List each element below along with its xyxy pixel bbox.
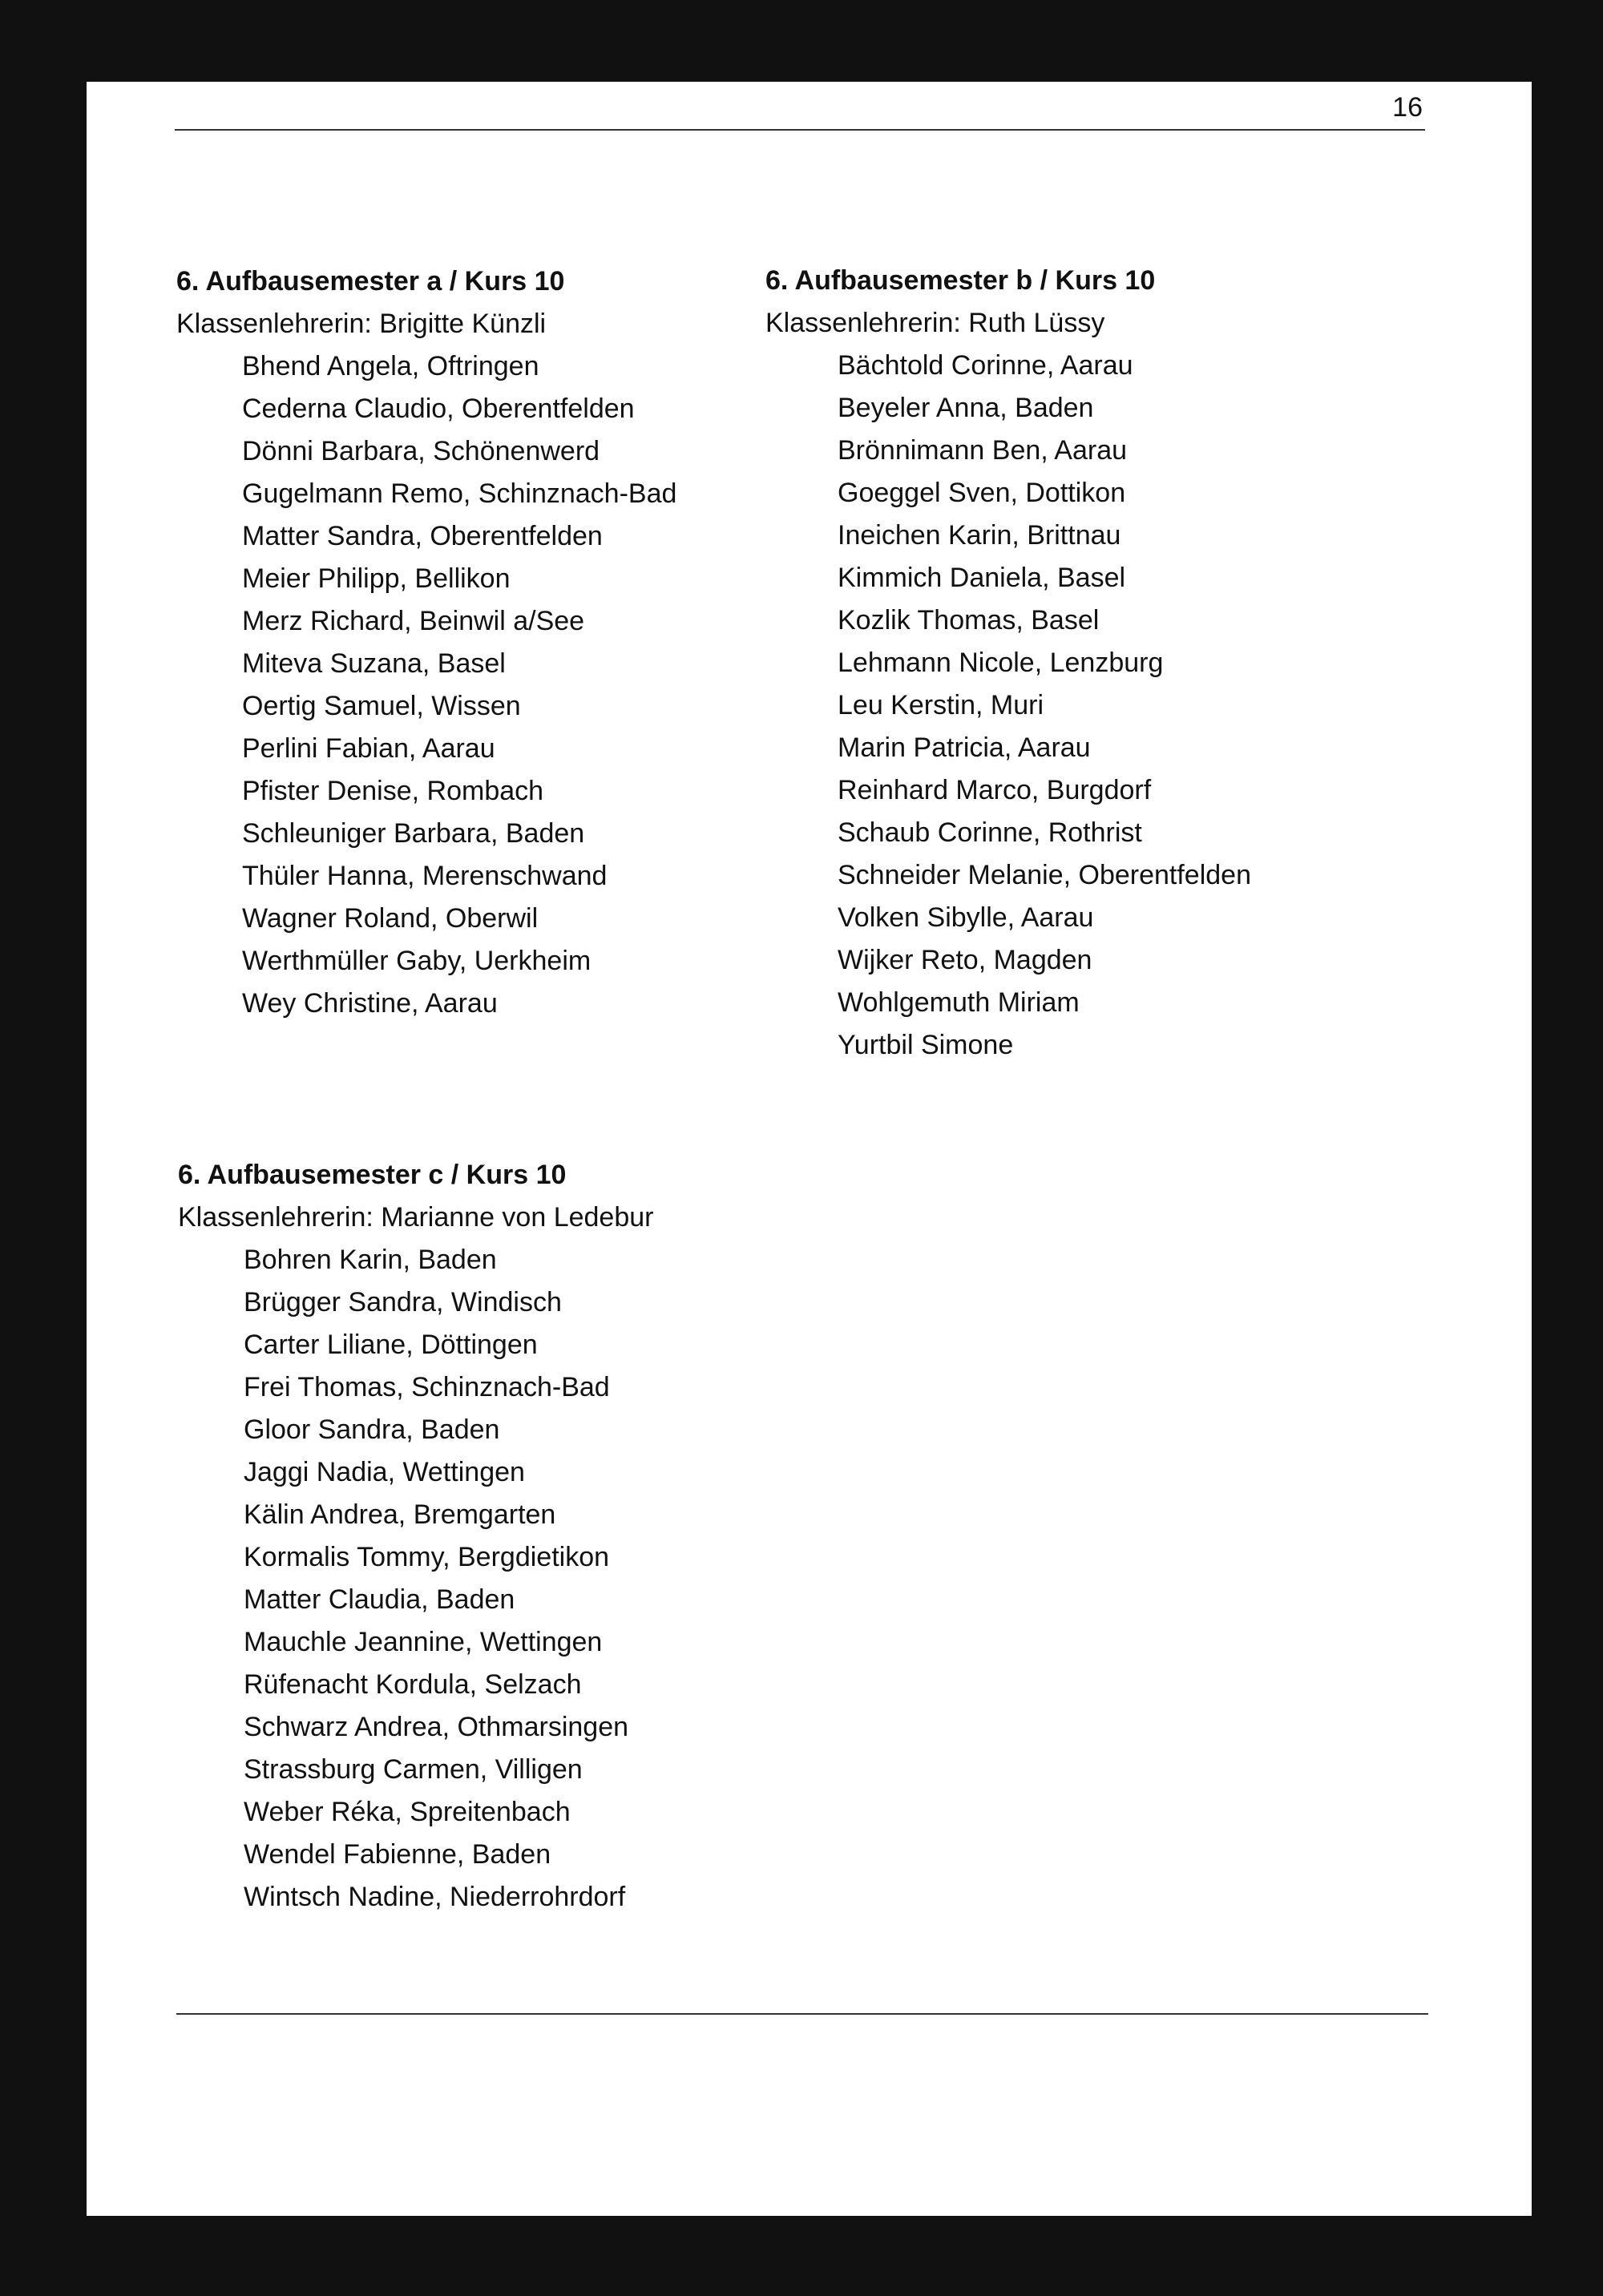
student-entry: Miteva Suzana, Basel xyxy=(242,648,506,679)
student-entry: Frei Thomas, Schinznach-Bad xyxy=(244,1372,610,1402)
page-number: 16 xyxy=(1392,92,1423,123)
header-rule xyxy=(175,129,1425,131)
student-entry: Wohlgemuth Miriam xyxy=(838,987,1080,1018)
student-entry: Schneider Melanie, Oberentfelden xyxy=(838,860,1251,890)
student-entry: Schwarz Andrea, Othmarsingen xyxy=(244,1712,629,1742)
student-entry: Wagner Roland, Oberwil xyxy=(242,903,539,934)
student-entry: Yurtbil Simone xyxy=(838,1030,1014,1060)
student-entry: Perlini Fabian, Aarau xyxy=(242,733,495,764)
student-entry: Jaggi Nadia, Wettingen xyxy=(244,1457,525,1487)
student-entry: Goeggel Sven, Dottikon xyxy=(838,478,1126,508)
student-entry: Thüler Hanna, Merenschwand xyxy=(242,861,608,891)
student-entry: Wintsch Nadine, Niederrohrdorf xyxy=(244,1882,626,1912)
student-entry: Gloor Sandra, Baden xyxy=(244,1414,500,1445)
student-entry: Kozlik Thomas, Basel xyxy=(838,605,1100,636)
student-entry: Beyeler Anna, Baden xyxy=(838,393,1094,423)
student-entry: Volken Sibylle, Aarau xyxy=(838,902,1094,933)
student-entry: Ineichen Karin, Brittnau xyxy=(838,520,1121,551)
student-entry: Oertig Samuel, Wissen xyxy=(242,691,521,721)
student-entry: Wey Christine, Aarau xyxy=(242,988,498,1019)
student-entry: Marin Patricia, Aarau xyxy=(838,732,1091,763)
student-entry: Lehmann Nicole, Lenzburg xyxy=(838,648,1164,678)
class-title-c: 6. Aufbausemester c / Kurs 10 xyxy=(178,1160,567,1190)
student-entry: Merz Richard, Beinwil a/See xyxy=(242,606,585,636)
student-entry: Kälin Andrea, Bremgarten xyxy=(244,1499,556,1530)
footer-rule xyxy=(176,2013,1428,2015)
class-section-c xyxy=(178,1154,653,1919)
student-entry: Strassburg Carmen, Villigen xyxy=(244,1754,583,1785)
student-entry: Carter Liliane, Döttingen xyxy=(244,1330,538,1360)
student-entry: Mauchle Jeannine, Wettingen xyxy=(244,1627,603,1657)
student-entry: Kimmich Daniela, Basel xyxy=(838,563,1126,593)
student-entry: Brönnimann Ben, Aarau xyxy=(838,435,1128,466)
student-entry: Schaub Corinne, Rothrist xyxy=(838,817,1142,848)
student-entry: Kormalis Tommy, Bergdietikon xyxy=(244,1542,610,1572)
student-entry: Wendel Fabienne, Baden xyxy=(244,1839,551,1870)
student-entry: Pfister Denise, Rombach xyxy=(242,776,544,806)
student-entry: Cederna Claudio, Oberentfelden xyxy=(242,393,635,424)
student-entry: Weber Réka, Spreitenbach xyxy=(244,1797,571,1827)
student-entry: Werthmüller Gaby, Uerkheim xyxy=(242,946,592,976)
student-list-a xyxy=(176,345,676,1025)
student-list-b xyxy=(765,345,1251,1067)
class-teacher-b: Klassenlehrerin: Ruth Lüssy xyxy=(765,308,1105,338)
class-section-a xyxy=(176,260,676,1025)
class-teacher-a: Klassenlehrerin: Brigitte Künzli xyxy=(176,309,547,339)
student-entry: Bächtold Corinne, Aarau xyxy=(838,350,1133,381)
student-entry: Reinhard Marco, Burgdorf xyxy=(838,775,1152,805)
student-entry: Matter Claudia, Baden xyxy=(244,1584,515,1615)
student-entry: Brügger Sandra, Windisch xyxy=(244,1287,562,1317)
student-entry: Matter Sandra, Oberentfelden xyxy=(242,521,603,551)
class-title-a: 6. Aufbausemester a / Kurs 10 xyxy=(176,266,565,297)
class-title-b: 6. Aufbausemester b / Kurs 10 xyxy=(765,265,1156,296)
student-list-c xyxy=(178,1239,653,1919)
student-entry: Gugelmann Remo, Schinznach-Bad xyxy=(242,478,677,509)
student-entry: Dönni Barbara, Schönenwerd xyxy=(242,436,600,466)
student-entry: Schleuniger Barbara, Baden xyxy=(242,818,585,849)
student-entry: Wijker Reto, Magden xyxy=(838,945,1092,975)
student-entry: Meier Philipp, Bellikon xyxy=(242,563,511,594)
student-entry: Bohren Karin, Baden xyxy=(244,1245,497,1275)
student-entry: Rüfenacht Kordula, Selzach xyxy=(244,1669,582,1700)
student-entry: Bhend Angela, Oftringen xyxy=(242,351,539,381)
student-entry: Leu Kerstin, Muri xyxy=(838,690,1044,720)
class-teacher-c: Klassenlehrerin: Marianne von Ledebur xyxy=(178,1202,654,1233)
class-section-b xyxy=(765,260,1251,1067)
